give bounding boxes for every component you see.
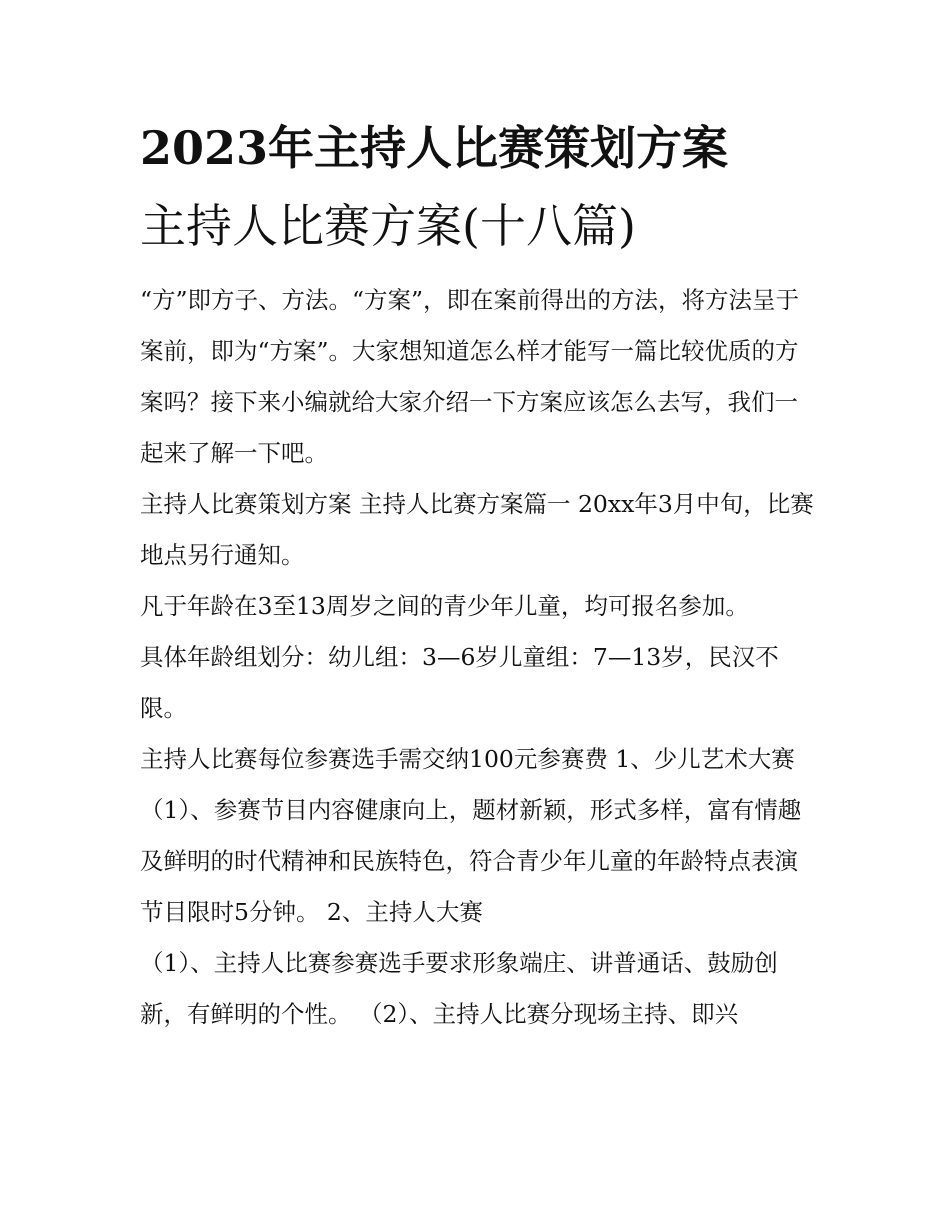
paragraph-art-contest: （1）、参赛节目内容健康向上，题材新颖，形式多样，富有情趣及鲜明的时代精神和民族特色，符合青少年儿童的年龄特点表演节目限时5分钟。 2、主持人大赛 bbox=[140, 796, 802, 926]
document-subtitle: 主持人比赛方案(十八篇) bbox=[140, 199, 636, 253]
paragraph-intro: “方”即方子、方法。“方案”，即在案前得出的方法，将方法呈于案前，即为“方案”。大家想知道怎么样才能写一篇比较优质的方案吗？接下来小编就给大家介绍一下方案应该怎么去写，我们一起来了解一下吧。 bbox=[140, 286, 800, 467]
document-title: 2023年主持人比赛策划方案 bbox=[140, 121, 729, 175]
paragraph-host-contest: （1）、主持人比赛参赛选手要求形象端庄、讲普通话、鼓励创新，有鲜明的个性。 （2）、主持人比赛分现场主持、即兴 bbox=[140, 949, 778, 1028]
paragraph-fee: 主持人比赛每位参赛选手需交纳100元参赛费 1、少儿艺术大赛 bbox=[140, 745, 795, 773]
paragraph-eligibility: 凡于年龄在3至13周岁之间的青少年儿童，均可报名参加。 bbox=[140, 592, 749, 620]
document-body bbox=[140, 275, 820, 1040]
paragraph-age-groups: 具体年龄组划分：幼儿组：3—6岁儿童组：7—13岁，民汉不限。 bbox=[140, 643, 779, 722]
paragraph-time: 主持人比赛策划方案 主持人比赛方案篇一 20xx年3月中旬，比赛地点另行通知。 bbox=[140, 490, 814, 569]
